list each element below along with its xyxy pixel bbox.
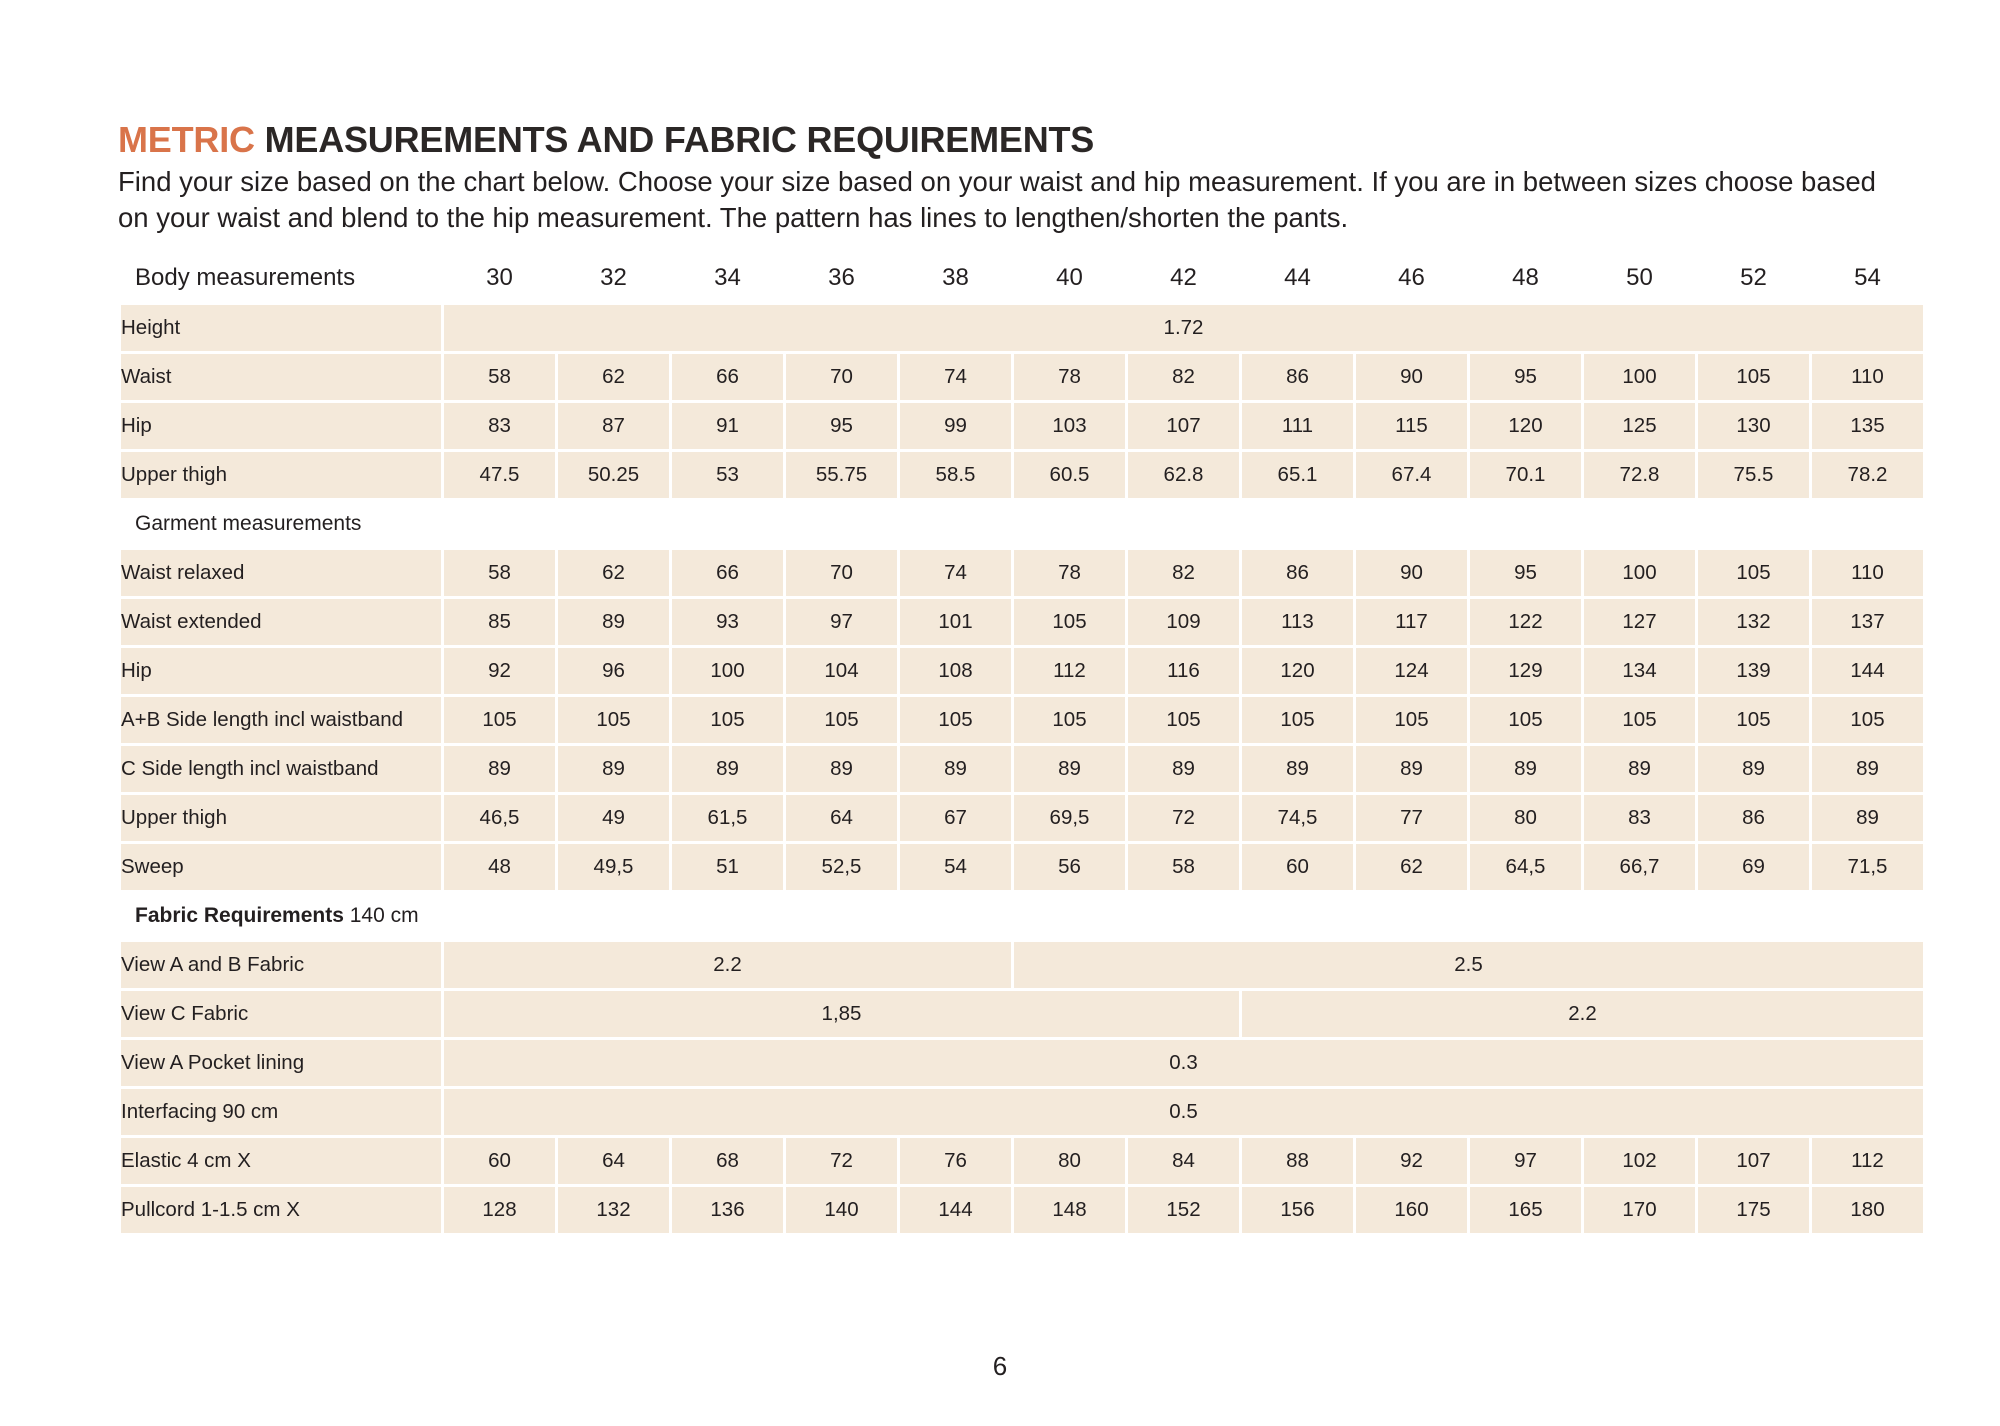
row-label: Height (121, 305, 441, 351)
cell-value: 92 (444, 648, 555, 694)
cell-value: 156 (1242, 1187, 1353, 1233)
cell-value: 152 (1128, 1187, 1239, 1233)
cell-value: 105 (1014, 697, 1125, 743)
row-label: Upper thigh (121, 795, 441, 841)
cell-value: 86 (1242, 354, 1353, 400)
cell-value: 89 (444, 746, 555, 792)
cell-value: 105 (1584, 697, 1695, 743)
section-heading-suffix: 140 cm (343, 903, 419, 927)
cell-value: 90 (1356, 550, 1467, 596)
cell-value: 105 (1698, 550, 1809, 596)
page-number: 6 (992, 1351, 1008, 1381)
cell-value: 48 (444, 844, 555, 890)
cell-value: 130 (1698, 403, 1809, 449)
row-label: Upper thigh (121, 452, 441, 498)
size-column-header: 54 (1854, 263, 1881, 291)
cell-value: 105 (1698, 354, 1809, 400)
cell-value: 140 (786, 1187, 897, 1233)
row-label: Waist relaxed (121, 550, 441, 596)
cell-value: 112 (1812, 1138, 1923, 1184)
table-row (121, 403, 1923, 449)
cell-value: 137 (1812, 599, 1923, 645)
cell-value: 97 (1470, 1138, 1581, 1184)
section-heading: Fabric Requirements 140 cm (135, 903, 419, 927)
table-row (121, 452, 1923, 498)
cell-value: 65.1 (1242, 452, 1353, 498)
cell-value: 89 (900, 746, 1011, 792)
cell-value: 78 (1014, 354, 1125, 400)
cell-value: 89 (558, 599, 669, 645)
table-row (121, 1089, 1923, 1135)
table-row (121, 844, 1923, 890)
cell-value: 117 (1356, 599, 1467, 645)
cell-value: 56 (1014, 844, 1125, 890)
cell-value: 72 (1128, 795, 1239, 841)
cell-value: 132 (558, 1187, 669, 1233)
cell-value: 125 (1584, 403, 1695, 449)
cell-value: 105 (1242, 697, 1353, 743)
cell-value: 61,5 (672, 795, 783, 841)
cell-value: 90 (1356, 354, 1467, 400)
cell-value-spanning: 2.5 (1014, 942, 1923, 988)
cell-value: 112 (1014, 648, 1125, 694)
cell-value: 115 (1356, 403, 1467, 449)
cell-value: 110 (1812, 550, 1923, 596)
cell-value: 134 (1584, 648, 1695, 694)
cell-value: 82 (1128, 550, 1239, 596)
table-row (121, 697, 1923, 743)
cell-value: 105 (1356, 697, 1467, 743)
cell-value: 47.5 (444, 452, 555, 498)
cell-value: 105 (1812, 697, 1923, 743)
cell-value: 77 (1356, 795, 1467, 841)
table-row (121, 746, 1923, 792)
cell-value: 85 (444, 599, 555, 645)
size-column-header: 44 (1284, 263, 1311, 291)
cell-value: 89 (786, 746, 897, 792)
row-label: A+B Side length incl waistband (121, 697, 441, 743)
cell-value: 70.1 (1470, 452, 1581, 498)
cell-value: 107 (1128, 403, 1239, 449)
size-column-header: 46 (1398, 263, 1425, 291)
table-row (121, 305, 1923, 351)
table-row (121, 942, 1923, 988)
row-label: View C Fabric (121, 991, 441, 1037)
row-label: Waist extended (121, 599, 441, 645)
page-title-accent: METRIC (118, 119, 255, 160)
cell-value: 92 (1356, 1138, 1467, 1184)
table-row (121, 354, 1923, 400)
cell-value: 144 (1812, 648, 1923, 694)
row-label: Hip (121, 403, 441, 449)
cell-value: 83 (1584, 795, 1695, 841)
section-heading: Garment measurements (135, 511, 362, 535)
cell-value: 74,5 (1242, 795, 1353, 841)
intro-paragraph: Find your size based on the chart below. Choose your size based on your waist and hip measurement. If you are in between sizes choose based on your waist and blend to the hip measurement. The pattern has lines to lengthen/shorten the pants. (118, 166, 1876, 234)
cell-value-spanning: 0.5 (444, 1089, 1923, 1135)
cell-value-spanning: 0.3 (444, 1040, 1923, 1086)
table-row (121, 1138, 1923, 1184)
cell-value: 111 (1242, 403, 1353, 449)
cell-value: 80 (1470, 795, 1581, 841)
cell-value: 62 (558, 354, 669, 400)
cell-value: 60 (1242, 844, 1353, 890)
cell-value-spanning: 2.2 (444, 942, 1011, 988)
row-label: Sweep (121, 844, 441, 890)
cell-value: 58.5 (900, 452, 1011, 498)
cell-value: 100 (672, 648, 783, 694)
cell-value: 89 (1812, 746, 1923, 792)
cell-value: 70 (786, 354, 897, 400)
size-column-header: 52 (1740, 263, 1767, 291)
cell-value: 105 (672, 697, 783, 743)
row-label: Elastic 4 cm X (121, 1138, 441, 1184)
cell-value: 96 (558, 648, 669, 694)
cell-value: 105 (1470, 697, 1581, 743)
cell-value: 124 (1356, 648, 1467, 694)
cell-value: 89 (1470, 746, 1581, 792)
section-heading-row (121, 893, 1923, 939)
cell-value: 108 (900, 648, 1011, 694)
table-row (121, 1187, 1923, 1233)
cell-value: 62 (1356, 844, 1467, 890)
section-heading-row (121, 501, 1923, 547)
cell-value: 71,5 (1812, 844, 1923, 890)
cell-value: 89 (1698, 746, 1809, 792)
cell-value: 89 (1356, 746, 1467, 792)
cell-value-spanning: 1,85 (444, 991, 1239, 1037)
size-column-header: 36 (828, 263, 855, 291)
cell-value: 180 (1812, 1187, 1923, 1233)
cell-value: 83 (444, 403, 555, 449)
cell-value: 78 (1014, 550, 1125, 596)
cell-value: 102 (1584, 1138, 1695, 1184)
cell-value: 89 (1584, 746, 1695, 792)
cell-value: 67.4 (1356, 452, 1467, 498)
size-header-row (121, 258, 1923, 302)
cell-value: 89 (1242, 746, 1353, 792)
cell-value: 78.2 (1812, 452, 1923, 498)
size-column-header: 30 (486, 263, 513, 291)
cell-value: 89 (672, 746, 783, 792)
cell-value: 100 (1584, 550, 1695, 596)
cell-value: 64,5 (1470, 844, 1581, 890)
cell-value: 107 (1698, 1138, 1809, 1184)
cell-value: 69 (1698, 844, 1809, 890)
cell-value: 66 (672, 354, 783, 400)
page-content (0, 119, 2000, 1236)
row-label: Pullcord 1-1.5 cm X (121, 1187, 441, 1233)
cell-value: 58 (444, 550, 555, 596)
size-column-header: 48 (1512, 263, 1539, 291)
cell-value: 74 (900, 550, 1011, 596)
size-column-header: 38 (942, 263, 969, 291)
cell-value: 88 (1242, 1138, 1353, 1184)
cell-value: 80 (1014, 1138, 1125, 1184)
cell-value: 105 (1698, 697, 1809, 743)
cell-value: 105 (444, 697, 555, 743)
cell-value: 128 (444, 1187, 555, 1233)
cell-value: 120 (1470, 403, 1581, 449)
cell-value: 97 (786, 599, 897, 645)
cell-value: 58 (444, 354, 555, 400)
row-label: Interfacing 90 cm (121, 1089, 441, 1135)
cell-value: 160 (1356, 1187, 1467, 1233)
cell-value: 93 (672, 599, 783, 645)
cell-value: 62 (558, 550, 669, 596)
cell-value: 89 (1812, 795, 1923, 841)
cell-value: 64 (558, 1138, 669, 1184)
cell-value: 95 (1470, 550, 1581, 596)
cell-value: 54 (900, 844, 1011, 890)
cell-value: 86 (1698, 795, 1809, 841)
cell-value: 99 (900, 403, 1011, 449)
cell-value: 87 (558, 403, 669, 449)
table-row (121, 991, 1923, 1037)
cell-value: 70 (786, 550, 897, 596)
cell-value: 72 (786, 1138, 897, 1184)
cell-value: 51 (672, 844, 783, 890)
row-label: View A and B Fabric (121, 942, 441, 988)
cell-value: 49,5 (558, 844, 669, 890)
cell-value: 60 (444, 1138, 555, 1184)
cell-value: 148 (1014, 1187, 1125, 1233)
page-title-rest: MEASUREMENTS AND FABRIC REQUIREMENTS (254, 119, 1095, 160)
cell-value: 64 (786, 795, 897, 841)
cell-value: 105 (786, 697, 897, 743)
cell-value: 74 (900, 354, 1011, 400)
cell-value: 139 (1698, 648, 1809, 694)
cell-value: 104 (786, 648, 897, 694)
cell-value: 89 (1128, 746, 1239, 792)
cell-value: 76 (900, 1138, 1011, 1184)
cell-value: 136 (672, 1187, 783, 1233)
cell-value: 46,5 (444, 795, 555, 841)
cell-value: 127 (1584, 599, 1695, 645)
cell-value: 69,5 (1014, 795, 1125, 841)
size-column-header: 50 (1626, 263, 1653, 291)
cell-value: 116 (1128, 648, 1239, 694)
cell-value: 103 (1014, 403, 1125, 449)
cell-value: 68 (672, 1138, 783, 1184)
cell-value: 52,5 (786, 844, 897, 890)
cell-value: 122 (1470, 599, 1581, 645)
cell-value: 105 (900, 697, 1011, 743)
row-label: Hip (121, 648, 441, 694)
table-row (121, 550, 1923, 596)
row-label: View A Pocket lining (121, 1040, 441, 1086)
cell-value: 135 (1812, 403, 1923, 449)
cell-value-spanning: 1.72 (444, 305, 1923, 351)
cell-value: 95 (1470, 354, 1581, 400)
table-row (121, 795, 1923, 841)
cell-value: 60.5 (1014, 452, 1125, 498)
cell-value: 66,7 (1584, 844, 1695, 890)
cell-value: 75.5 (1698, 452, 1809, 498)
cell-value: 144 (900, 1187, 1011, 1233)
cell-value: 55.75 (786, 452, 897, 498)
cell-value: 120 (1242, 648, 1353, 694)
cell-value: 110 (1812, 354, 1923, 400)
cell-value: 66 (672, 550, 783, 596)
cell-value: 84 (1128, 1138, 1239, 1184)
cell-value: 129 (1470, 648, 1581, 694)
measurements-table (118, 255, 1926, 1236)
table-row (121, 1040, 1923, 1086)
cell-value: 67 (900, 795, 1011, 841)
cell-value: 101 (900, 599, 1011, 645)
cell-value: 105 (1128, 697, 1239, 743)
cell-value: 170 (1584, 1187, 1695, 1233)
size-column-header: 34 (714, 263, 741, 291)
cell-value: 113 (1242, 599, 1353, 645)
page-title (118, 119, 1882, 160)
size-column-header: 40 (1056, 263, 1083, 291)
cell-value: 72.8 (1584, 452, 1695, 498)
cell-value: 62.8 (1128, 452, 1239, 498)
cell-value: 86 (1242, 550, 1353, 596)
cell-value: 109 (1128, 599, 1239, 645)
table-row (121, 599, 1923, 645)
row-label: Waist (121, 354, 441, 400)
cell-value: 91 (672, 403, 783, 449)
cell-value: 165 (1470, 1187, 1581, 1233)
cell-value: 89 (1014, 746, 1125, 792)
cell-value: 105 (1014, 599, 1125, 645)
cell-value: 175 (1698, 1187, 1809, 1233)
body-measurements-heading: Body measurements (135, 263, 356, 291)
cell-value: 100 (1584, 354, 1695, 400)
table-row (121, 648, 1923, 694)
cell-value-spanning: 2.2 (1242, 991, 1923, 1037)
cell-value: 82 (1128, 354, 1239, 400)
cell-value: 53 (672, 452, 783, 498)
cell-value: 49 (558, 795, 669, 841)
cell-value: 58 (1128, 844, 1239, 890)
size-column-header: 42 (1170, 263, 1197, 291)
cell-value: 95 (786, 403, 897, 449)
size-column-header: 32 (600, 263, 627, 291)
cell-value: 89 (558, 746, 669, 792)
cell-value: 105 (558, 697, 669, 743)
cell-value: 132 (1698, 599, 1809, 645)
row-label: C Side length incl waistband (121, 746, 441, 792)
cell-value: 50.25 (558, 452, 669, 498)
